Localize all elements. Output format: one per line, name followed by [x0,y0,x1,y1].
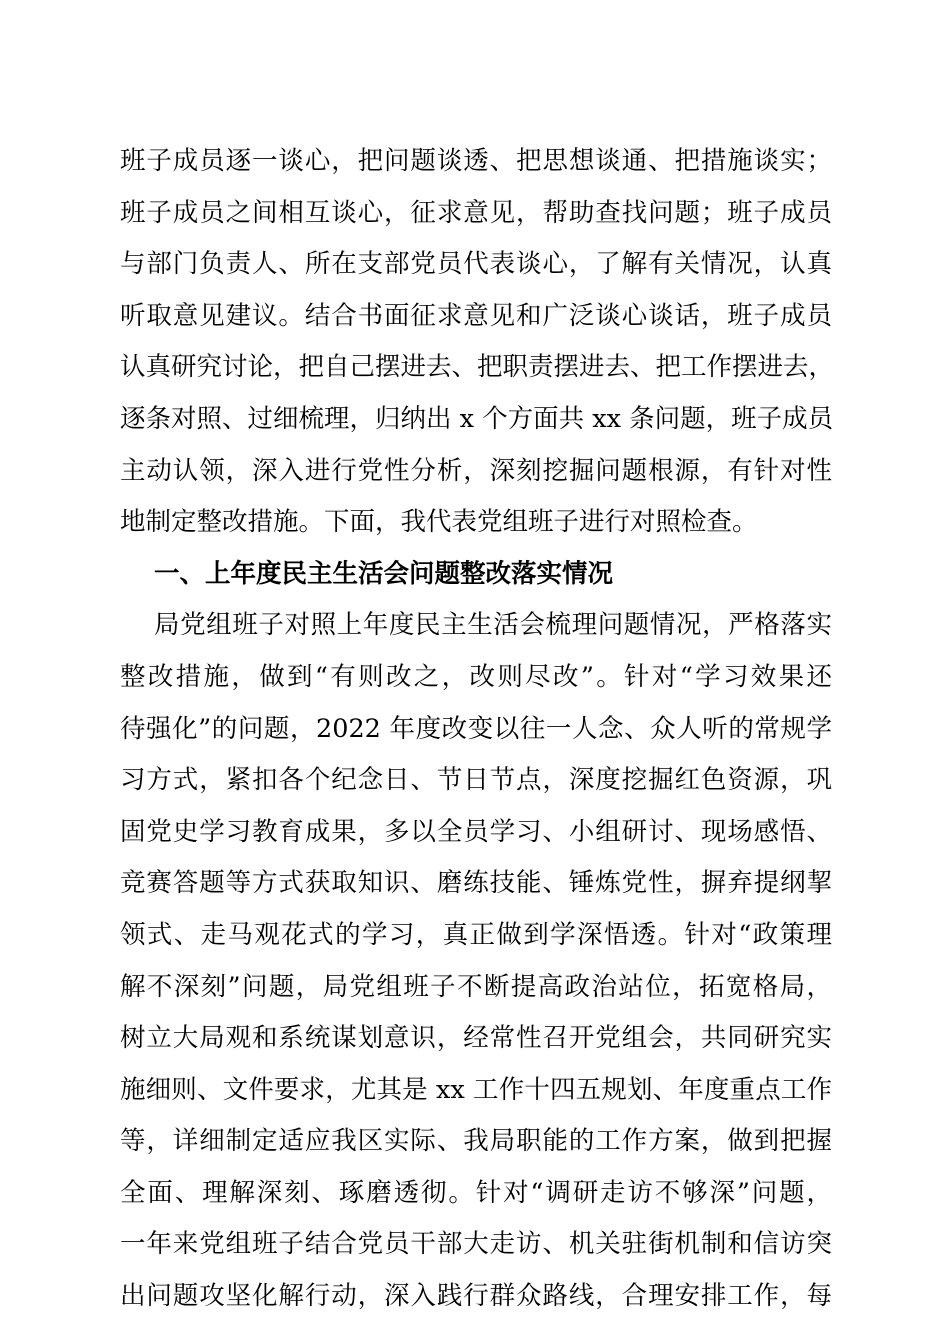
intro-line: 与部门负责人、所在支部党员代表谈心，了解有关情况，认真 [120,249,832,280]
intro-line: 逐条对照、过细梳理，归纳出 x 个方面共 xx 条问题，班子成员 [120,403,834,434]
section-line: 一年来党组班子结合党员干部大走访、机关驻街机制和信访突 [120,1229,832,1260]
intro-line: 地制定整改措施。下面，我代表党组班子进行对照检查。 [120,507,758,538]
section-line: 树立大局观和系统谋划意识，经常性召开党组会，共同研究实 [120,1023,832,1054]
section-line: 习方式，紧扣各个纪念日、节日节点，深度挖掘红色资源，巩 [120,765,832,796]
intro-line: 听取意见建议。结合书面征求意见和广泛谈心谈话，班子成员 [120,300,832,331]
section-line: 施细则、文件要求，尤其是 xx 工作十四五规划、年度重点工作 [120,1074,832,1105]
section-line: 整改措施，做到“有则改之，改则尽改”。针对“学习效果还 [120,661,832,692]
section-line: 解不深刻”问题，局党组班子不断提高政治站位，拓宽格局， [120,971,832,1002]
section-line: 固党史学习教育成果，多以全员学习、小组研讨、现场感悟、 [120,816,832,847]
intro-line: 班子成员之间相互谈心，征求意见，帮助查找问题；班子成员 [120,197,832,228]
section-line: 出问题攻坚化解行动，深入践行群众路线，合理安排工作，每 [120,1281,832,1312]
intro-line: 班子成员逐一谈心，把问题谈透、把思想谈通、把措施谈实； [120,146,832,176]
section-heading: 一、上年度民主生活会问题整改落实情况 [154,558,614,589]
section-line: 局党组班子对照上年度民主生活会梳理问题情况，严格落实 [154,610,832,641]
document-body [120,136,835,1323]
intro-line: 主动认领，深入进行党性分析，深刻挖掘问题根源，有针对性 [120,455,832,486]
section-line: 竞赛答题等方式获取知识、磨练技能、锤炼党性，摒弃提纲挈 [120,868,832,899]
section-line: 领式、走马观花式的学习，真正做到学深悟透。针对“政策理 [120,919,832,950]
intro-line: 认真研究讨论，把自己摆进去、把职责摆进去、把工作摆进去， [120,352,835,383]
section-line: 待强化”的问题，2022 年度改变以往一人念、众人听的常规学 [120,713,832,744]
section-line: 等，详细制定适应我区实际、我局职能的工作方案，做到把握 [120,1126,832,1157]
section-line: 全面、理解深刻、琢磨透彻。针对“调研走访不够深”问题， [120,1177,832,1208]
